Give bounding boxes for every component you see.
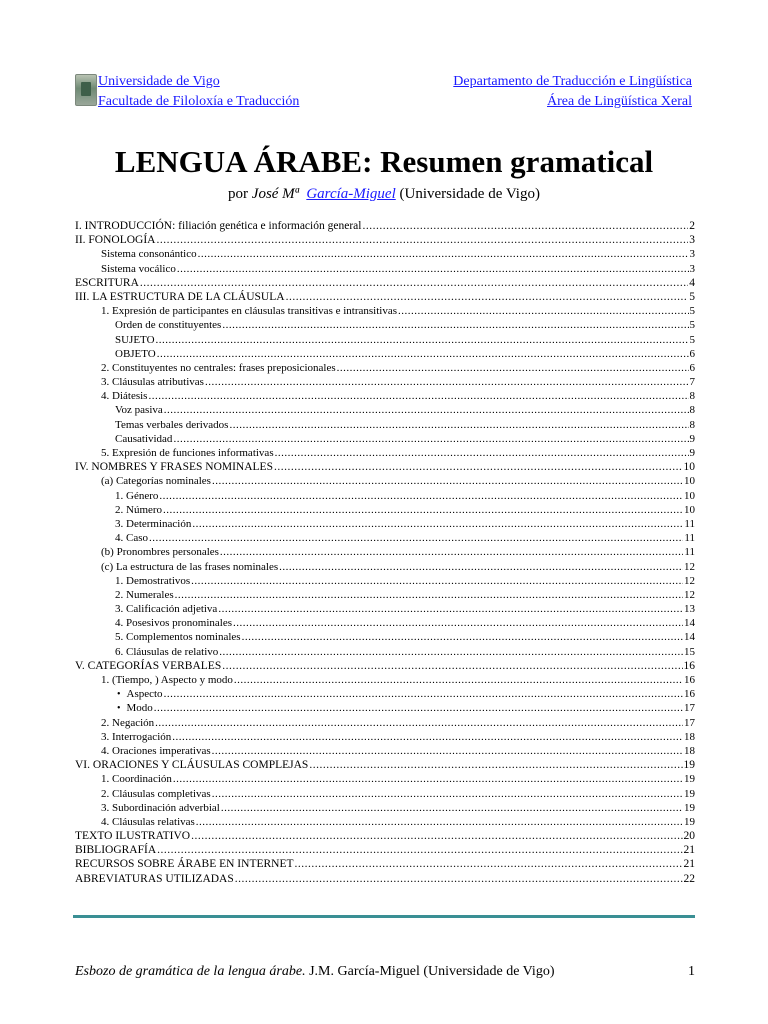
toc-entry-label: 1. Demostrativos	[115, 574, 191, 587]
toc-entry[interactable]	[75, 233, 695, 247]
toc-entry[interactable]	[75, 857, 695, 871]
department-link[interactable]: Departamento de Traducción e Lingüística	[453, 74, 692, 89]
toc-entry-label: BIBLIOGRAFÍA	[75, 844, 157, 857]
toc-dot-leader	[222, 659, 682, 673]
toc-dot-leader	[157, 843, 682, 857]
toc-dot-leader	[337, 361, 689, 375]
page-header	[75, 72, 692, 112]
toc-entry-label: III. LA ESTRUCTURA DE LA CLÁUSULA	[75, 290, 285, 303]
document-title: LENGUA ÁRABE: Resumen gramatical	[114, 144, 654, 179]
toc-entry-page: 11	[684, 546, 695, 559]
toc-entry-page: 12	[684, 588, 695, 601]
toc-dot-leader	[309, 758, 682, 772]
toc-entry-label: Orden de constituyentes	[115, 319, 222, 332]
toc-entry[interactable]	[75, 872, 695, 886]
toc-entry-page: 9	[689, 447, 695, 459]
toc-dot-leader	[398, 304, 688, 318]
toc-entry[interactable]	[75, 389, 695, 403]
toc-dot-leader	[157, 347, 689, 361]
toc-entry[interactable]	[75, 276, 695, 290]
toc-entry-label: 4. Cláusulas relativas	[101, 815, 195, 828]
toc-entry-page: 10	[683, 461, 695, 474]
toc-entry-page: 8	[689, 404, 695, 417]
toc-entry-page: 5	[689, 305, 695, 318]
toc-dot-leader	[198, 247, 689, 261]
university-link[interactable]: Universidade de Vigo	[98, 74, 220, 89]
toc-entry-page: 17	[684, 716, 695, 729]
toc-entry[interactable]	[75, 531, 695, 545]
toc-dot-leader	[222, 318, 688, 332]
toc-entry-label: (a) Categorías nominales	[101, 475, 211, 488]
toc-entry[interactable]	[75, 347, 695, 361]
toc-entry[interactable]	[75, 474, 695, 488]
toc-entry-label: 2. Constituyentes no centrales: frases preposicionales	[101, 361, 336, 374]
header-left	[98, 72, 299, 112]
toc-entry-label: 1. Género	[115, 489, 159, 502]
toc-entry[interactable]	[75, 829, 695, 843]
toc-dot-leader	[140, 276, 688, 290]
author-link[interactable]: García-Miguel	[306, 186, 396, 202]
toc-entry-page: 5	[689, 333, 695, 346]
toc-dot-leader	[191, 574, 683, 588]
toc-entry-label: (c) La estructura de las frases nominales	[101, 560, 279, 573]
toc-dot-leader	[191, 829, 682, 843]
toc-dot-leader	[286, 290, 689, 304]
toc-entry-page: 3	[689, 262, 695, 275]
toc-entry-label: 3. Interrogación	[101, 730, 172, 743]
toc-entry-page: 14	[684, 617, 695, 630]
toc-entry[interactable]	[75, 460, 695, 474]
author-affiliation: (Universidade de Vigo)	[395, 186, 540, 202]
toc-entry[interactable]	[75, 645, 695, 659]
toc-dot-leader	[229, 418, 688, 432]
toc-entry-page: 19	[684, 787, 695, 800]
footer-work-title: Esbozo de gramática de la lengua árabe.	[75, 964, 306, 979]
toc-entry-page: 3	[689, 234, 695, 247]
toc-entry[interactable]	[75, 375, 695, 389]
toc-entry-page: 5	[689, 319, 695, 332]
toc-entry-label: 2. Numerales	[115, 588, 174, 601]
toc-entry[interactable]	[75, 304, 695, 318]
toc-dot-leader	[159, 489, 683, 503]
toc-dot-leader	[164, 687, 683, 701]
toc-dot-leader	[163, 503, 683, 517]
byline	[0, 184, 768, 204]
toc-dot-leader	[172, 730, 683, 744]
toc-entry-page: 12	[684, 560, 695, 573]
toc-entry[interactable]	[75, 574, 695, 588]
toc-entry[interactable]	[75, 787, 695, 801]
toc-entry[interactable]	[75, 801, 695, 815]
toc-entry[interactable]	[75, 545, 695, 559]
byline-prefix: por	[228, 186, 252, 202]
toc-entry-page: 18	[684, 730, 695, 743]
toc-entry[interactable]	[75, 701, 695, 715]
toc-entry-page: 11	[684, 532, 695, 545]
toc-entry[interactable]	[75, 616, 695, 630]
toc-entry-label: Causatividad	[115, 432, 173, 445]
toc-dot-leader	[275, 446, 689, 460]
toc-entry-label: TEXTO ILUSTRATIVO	[75, 830, 191, 843]
toc-entry[interactable]	[75, 843, 695, 857]
toc-entry-page: 19	[684, 801, 695, 814]
toc-dot-leader	[212, 787, 683, 801]
toc-dot-leader	[173, 772, 683, 786]
toc-entry-label: 1. Coordinación	[101, 773, 172, 786]
toc-entry-label: 3. Determinación	[115, 517, 192, 530]
toc-entry-page: 21	[683, 844, 695, 857]
toc-entry-label: 2. Número	[115, 503, 163, 516]
toc-entry-page: 3	[689, 248, 695, 261]
toc-dot-leader	[295, 857, 683, 871]
toc-entry-page: 20	[683, 830, 695, 843]
toc-entry-label: • Modo	[117, 701, 153, 716]
toc-entry-label: II. FONOLOGÍA	[75, 234, 156, 247]
toc-entry-label: 4. Posesivos pronominales	[115, 617, 233, 630]
toc-entry-page: 16	[684, 674, 695, 686]
toc-entry-label: Voz pasiva	[115, 404, 163, 417]
faculty-link[interactable]: Facultade de Filoloxía e Traducción	[98, 94, 300, 109]
toc-entry-page: 15	[684, 645, 695, 658]
toc-dot-leader	[149, 531, 683, 545]
toc-entry-page: 4	[689, 276, 695, 289]
toc-dot-leader	[221, 801, 683, 815]
toc-entry-label: 5. Complementos nominales	[115, 631, 241, 644]
toc-entry-page: 22	[683, 872, 695, 885]
toc-entry[interactable]	[75, 630, 695, 644]
toc-entry-page: 6	[689, 347, 695, 360]
table-of-contents	[75, 219, 695, 886]
toc-dot-leader	[173, 432, 688, 446]
toc-entry[interactable]	[75, 602, 695, 616]
toc-entry[interactable]	[75, 815, 695, 829]
toc-entry[interactable]	[75, 673, 695, 687]
toc-dot-leader	[218, 602, 683, 616]
toc-dot-leader	[156, 333, 689, 347]
toc-dot-leader	[157, 233, 689, 247]
toc-entry[interactable]	[75, 318, 695, 332]
toc-dot-leader	[220, 545, 683, 559]
toc-entry-label: Temas verbales derivados	[115, 418, 229, 431]
toc-entry[interactable]	[75, 489, 695, 503]
toc-entry[interactable]	[75, 361, 695, 375]
toc-entry-label: SUJETO	[115, 333, 155, 346]
toc-dot-leader	[242, 630, 683, 644]
toc-dot-leader	[148, 389, 688, 403]
toc-entry[interactable]	[75, 418, 695, 432]
toc-dot-leader	[175, 588, 683, 602]
toc-entry-page: 10	[684, 503, 695, 516]
toc-entry-page: 13	[684, 603, 695, 616]
toc-entry-label: ESCRITURA	[75, 276, 139, 289]
toc-entry[interactable]	[75, 744, 695, 758]
header-right	[453, 72, 692, 112]
toc-entry-page: 18	[684, 744, 695, 757]
toc-dot-leader	[196, 815, 683, 829]
toc-entry[interactable]	[75, 503, 695, 517]
toc-entry-label: 4. Diátesis	[101, 390, 148, 403]
toc-entry-page: 8	[689, 390, 695, 403]
toc-entry-label: ABREVIATURAS UTILIZADAS	[75, 872, 234, 885]
toc-entry[interactable]	[75, 290, 695, 304]
toc-entry-page: 21	[683, 858, 695, 871]
toc-entry-label: OBJETO	[115, 347, 156, 360]
toc-entry-page: 16	[683, 659, 695, 672]
toc-entry[interactable]	[75, 333, 695, 347]
toc-entry[interactable]	[75, 730, 695, 744]
toc-entry-label: 2. Negación	[101, 716, 155, 729]
toc-entry-page: 7	[689, 376, 695, 389]
toc-entry-page: 5	[689, 290, 695, 303]
toc-entry-label: • Aspecto	[117, 687, 163, 702]
author-first-name: José Mª	[251, 186, 299, 202]
toc-entry-label: 1. (Tiempo, ) Aspecto y modo	[101, 674, 233, 686]
toc-entry[interactable]	[75, 772, 695, 786]
toc-entry-label: (b) Pronombres personales	[101, 546, 219, 559]
page-footer	[75, 962, 695, 982]
toc-entry-page: 14	[684, 631, 695, 644]
toc-entry[interactable]	[75, 219, 695, 233]
toc-entry-label: 4. Caso	[115, 532, 148, 545]
toc-entry-page: 12	[684, 574, 695, 587]
toc-dot-leader	[362, 219, 688, 233]
toc-entry[interactable]	[75, 560, 695, 574]
footer-author: J.M. García-Miguel (Universidade de Vigo)	[305, 964, 555, 979]
toc-dot-leader	[235, 872, 683, 886]
toc-dot-leader	[164, 403, 689, 417]
toc-entry-label: 3. Subordinación adverbial	[101, 801, 220, 814]
toc-entry-page: 19	[683, 759, 695, 772]
toc-dot-leader	[212, 744, 683, 758]
toc-entry-page: 19	[684, 773, 695, 786]
toc-dot-leader	[205, 375, 689, 389]
toc-entry-label: 2. Cláusulas completivas	[101, 787, 211, 800]
toc-entry-label: 3. Calificación adjetiva	[115, 603, 218, 616]
toc-entry-label: I. INTRODUCCIÓN: filiación genética e información general	[75, 220, 362, 232]
toc-dot-leader	[212, 474, 683, 488]
footer-page-number: 1	[688, 964, 695, 979]
toc-entry-page: 19	[684, 815, 695, 828]
toc-entry-label: 4. Oraciones imperativas	[101, 744, 211, 757]
toc-entry-label: IV. NOMBRES Y FRASES NOMINALES	[75, 461, 273, 474]
area-link[interactable]: Área de Lingüística Xeral	[547, 94, 692, 109]
university-logo-icon	[75, 74, 97, 106]
toc-entry-label: VI. ORACIONES Y CLÁUSULAS COMPLEJAS	[75, 759, 309, 772]
toc-entry-page: 2	[689, 220, 695, 232]
toc-entry[interactable]	[75, 716, 695, 730]
toc-entry-label: 6. Cláusulas de relativo	[115, 645, 219, 658]
toc-entry-label: Sistema consonántico	[101, 248, 197, 261]
toc-entry[interactable]	[75, 659, 695, 673]
toc-entry[interactable]	[75, 758, 695, 772]
toc-entry-page: 17	[684, 702, 695, 715]
toc-dot-leader	[233, 616, 683, 630]
toc-entry-page: 11	[684, 517, 695, 530]
toc-entry[interactable]	[75, 588, 695, 602]
toc-entry-label: 3. Cláusulas atributivas	[101, 376, 204, 389]
toc-entry-label: 1. Expresión de participantes en cláusulas transitivas e intransitivas	[101, 305, 398, 318]
toc-dot-leader	[279, 560, 683, 574]
toc-entry[interactable]	[75, 262, 695, 276]
toc-dot-leader	[219, 645, 683, 659]
toc-entry[interactable]	[75, 403, 695, 417]
toc-dot-leader	[154, 701, 683, 715]
toc-dot-leader	[177, 262, 689, 276]
toc-entry-page: 10	[684, 489, 695, 502]
toc-entry[interactable]	[75, 687, 695, 701]
toc-entry-page: 6	[689, 361, 695, 374]
toc-entry-page: 9	[689, 432, 695, 445]
toc-entry[interactable]	[75, 517, 695, 531]
toc-entry-page: 10	[684, 475, 695, 488]
toc-entry-page: 8	[689, 418, 695, 431]
footer-divider	[73, 915, 695, 918]
toc-dot-leader	[274, 460, 683, 474]
toc-entry-label: RECURSOS SOBRE ÁRABE EN INTERNET	[75, 858, 294, 871]
toc-entry-page: 16	[684, 688, 695, 701]
toc-entry-label: 5. Expresión de funciones informativas	[101, 447, 274, 459]
toc-dot-leader	[192, 517, 683, 531]
toc-entry[interactable]	[75, 247, 695, 261]
toc-entry[interactable]	[75, 432, 695, 446]
toc-entry-label: Sistema vocálico	[101, 262, 176, 275]
toc-entry[interactable]	[75, 446, 695, 460]
toc-dot-leader	[155, 716, 683, 730]
toc-dot-leader	[234, 673, 683, 687]
toc-entry-label: V. CATEGORÍAS VERBALES	[75, 659, 222, 672]
